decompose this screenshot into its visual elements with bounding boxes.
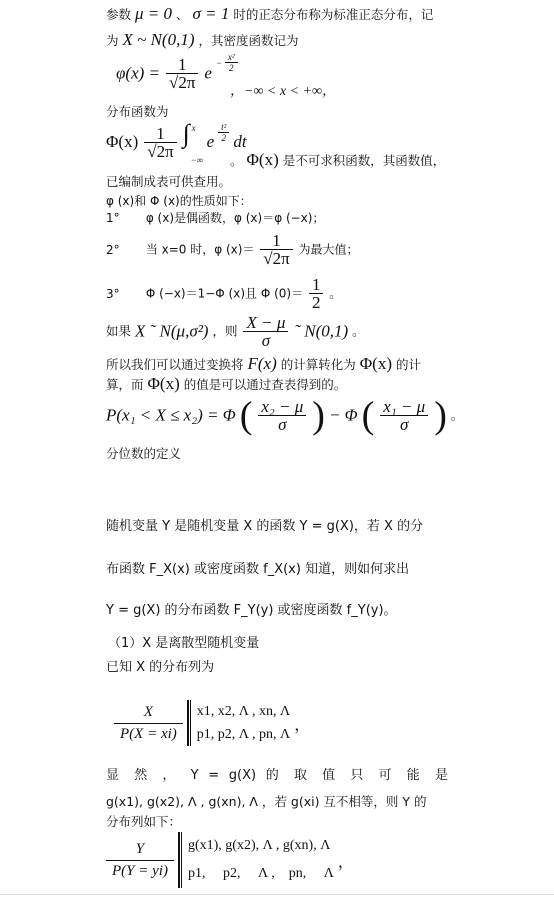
func-line2: 布函数 F_X(x) 或密度函数 f_X(x) 知道，则如何求出 [106, 562, 410, 577]
table-lhs [114, 700, 187, 746]
exponent [216, 52, 238, 73]
prop-2 [106, 232, 359, 272]
denominator: 2 [311, 293, 321, 312]
fraction [166, 56, 198, 91]
std-normal-line1 [106, 6, 433, 23]
dist-table-x [114, 700, 310, 746]
paren-open: ( [361, 394, 375, 437]
denominator: √2π [168, 73, 196, 92]
denominator: σ [278, 415, 287, 434]
text: 如果 [106, 323, 132, 339]
numerator: 1 [166, 56, 198, 74]
props-title: φ (x)和 Φ (x)的性质如下： [106, 194, 252, 208]
exp-e: e [206, 132, 215, 151]
text: 。 [230, 153, 243, 168]
case1-title: （1）X 是离散型随机变量 [108, 636, 260, 651]
numerator: 1 [144, 125, 176, 143]
numerator: x² [225, 52, 238, 63]
math-sigma: σ = 1 [192, 4, 230, 23]
exp-fraction [225, 52, 238, 73]
paren-open: ( [239, 394, 253, 437]
text: 算，而 [106, 377, 144, 392]
table-rhs [188, 832, 334, 888]
text: ， [337, 853, 354, 871]
standardize-line [106, 314, 365, 354]
numerator: 1 [309, 276, 324, 294]
text: 的值是可以通过查表得到的。 [183, 377, 347, 392]
item-number: 3° [106, 286, 120, 301]
transform-line1 [106, 356, 421, 373]
prob-formula [106, 394, 464, 444]
table-bottom: P(X = xi) [120, 725, 177, 742]
fraction [258, 398, 306, 433]
math-x-dist: X ~ N(0,1) [122, 30, 195, 49]
table-divider [187, 700, 189, 746]
fraction [309, 276, 324, 311]
text: ，则 [212, 323, 238, 339]
math-x-dist: X ˜ N(μ,σ²) [135, 321, 209, 341]
table-divider [181, 832, 182, 888]
density-range: ，−∞ < x < +∞， [230, 84, 336, 99]
text: 为 [106, 33, 119, 48]
minus: − [215, 57, 222, 68]
text: Φ (−x)＝1−Φ (x)且 Φ (0)＝ [145, 286, 304, 301]
lower-limit: −∞ [190, 155, 204, 165]
denominator: √2π [263, 249, 290, 268]
table-row-probs: p1, p2, Λ , pn, Λ [196, 726, 291, 742]
table-row-probs: p1, p2, Λ , pn, Λ [187, 866, 334, 881]
cdf-lhs: Φ(x) [106, 132, 139, 151]
text: 、 [176, 7, 189, 22]
table-lhs [106, 832, 178, 888]
numerator: x₁ − μ [380, 398, 428, 416]
page-bottom-divider [0, 894, 554, 895]
table-bottom: P(Y = yi) [112, 862, 168, 879]
table-row-values: g(x1), g(x2), Λ , g(xn), Λ [187, 838, 331, 853]
table-top: X [114, 704, 183, 724]
table-divider [178, 832, 180, 888]
text: 为最大值； [298, 242, 359, 257]
fraction [144, 125, 176, 160]
fraction [243, 314, 288, 349]
cdf-label: 分布函数为 [106, 104, 169, 119]
denominator: √2π [147, 141, 174, 161]
text: ， [294, 716, 311, 734]
exp-fraction [218, 122, 229, 143]
numerator: 1 [260, 232, 292, 250]
paren-close: ) [312, 394, 325, 437]
paren-close: ) [434, 394, 447, 437]
table-divider [190, 700, 191, 746]
obvious-line2: g(x1), g(x2), Λ , g(xn), Λ ，若 g(xi) 互不相等，则 Y 的 [106, 794, 427, 809]
math-phi: Φ(x) [246, 150, 279, 169]
math-mu: μ = 0 [135, 4, 173, 23]
math-phi: Φ(x) [359, 354, 392, 373]
text: 。 [450, 407, 464, 423]
func-line3: Y = g(X) 的分布函数 F_Y(y) 或密度函数 f_Y(y)。 [106, 603, 397, 618]
table-row-values: x1, x2, Λ , xn, Λ [196, 703, 291, 719]
text: φ (x)是偶函数，φ (x)＝φ (−x)； [145, 211, 325, 225]
text: 的计算转化为 [280, 357, 356, 372]
text: 的计 [395, 357, 421, 372]
transform-line2 [106, 376, 346, 393]
cdf-post3: 已编制成表可供查用。 [106, 174, 232, 189]
text: 时的正态分布称为标准正态分布，记 [233, 7, 434, 22]
std-normal-line2 [106, 32, 299, 49]
denominator: σ [261, 331, 271, 350]
text: 当 x=0 时，φ (x)＝ [145, 242, 255, 257]
text: 参数 [106, 7, 132, 22]
obvious-line1: 显 然 ， Y = g(X) 的 取 值 只 可 能 是 [106, 768, 448, 783]
table-rhs [197, 700, 290, 746]
numerator: X − μ [243, 314, 288, 332]
text: 所以我们可以通过变换将 [106, 357, 244, 372]
cdf-formula [106, 119, 247, 168]
numerator: x₂ − μ [258, 398, 306, 416]
prop-1 [106, 210, 324, 226]
prob-lhs: P(x₁ < X ≤ x₂) = Φ [106, 405, 236, 425]
fraction [260, 232, 292, 267]
fraction [380, 398, 428, 433]
upper-limit: x [191, 123, 196, 133]
denominator: 2 [221, 133, 226, 143]
exp-e: e [204, 63, 212, 83]
density-lhs: φ(x) = [116, 63, 160, 83]
cdf-post [230, 152, 445, 169]
prop-3 [106, 276, 341, 316]
func-line1: 随机变量 Y 是随机变量 X 的函数 Y = g(X)，若 X 的分 [106, 519, 424, 534]
table-top: Y [106, 841, 174, 861]
obvious-line3: 分布列如下： [106, 814, 182, 829]
known-dist-label: 已知 X 的分布列为 [106, 660, 215, 675]
text: 是不可求积函数，其函数值， [282, 153, 446, 168]
integral [182, 119, 204, 165]
item-number: 2° [106, 242, 120, 257]
dt: dt [233, 132, 247, 151]
denominator: 2 [228, 63, 234, 73]
text: ，其密度函数记为 [198, 33, 299, 48]
minus-phi: − Φ [328, 405, 358, 425]
math-phi: Φ(x) [147, 374, 180, 393]
quantile-title: 分位数的定义 [106, 446, 182, 461]
text: 。 [352, 323, 365, 339]
item-number: 1° [106, 211, 120, 225]
numerator: t² [218, 122, 229, 133]
density-formula [116, 52, 238, 96]
integral-sign: ∫ [182, 119, 190, 148]
math-fx: F(x) [247, 354, 277, 373]
dist-table-y [106, 832, 354, 888]
math-n01: ˜ N(0,1) [294, 321, 349, 341]
text: 。 [329, 286, 342, 301]
denominator: σ [400, 415, 409, 434]
